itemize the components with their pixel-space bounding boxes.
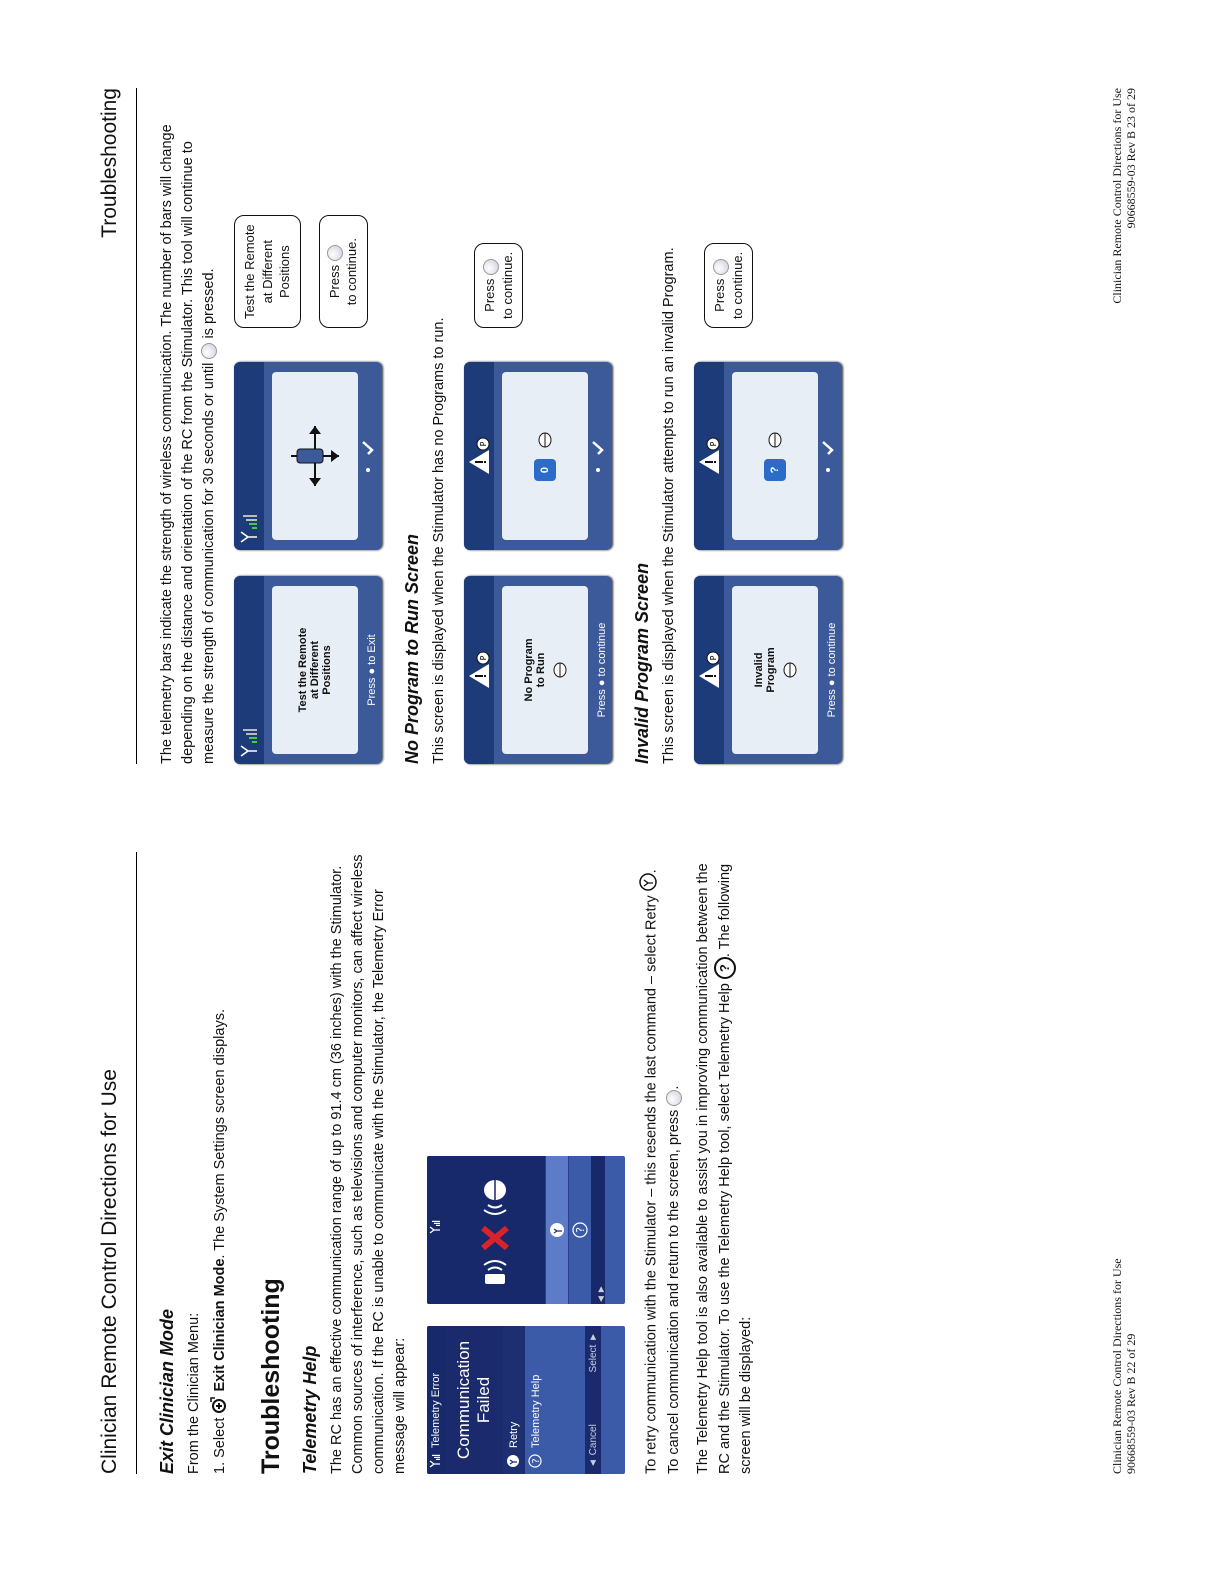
- right-footer: [1110, 88, 1139, 304]
- graphic-screen-foot: [361, 362, 378, 550]
- svg-text:P: P: [479, 655, 489, 661]
- telemetry-error-graphic-screen: [427, 1156, 625, 1304]
- retry-paragraph: To retry communication with the Stimulator – this resends the last command – select Retry . To cancel communication and return to the screen, press .: [639, 852, 685, 1474]
- invalid-body: [732, 586, 818, 754]
- test-screen-body: [272, 586, 358, 754]
- cancel-softkey[interactable]: ◄ Cancel: [587, 1424, 599, 1468]
- test-remote-graphic-screen: [234, 362, 382, 550]
- retry-text-b: To cancel communication and return to the screen, press: [666, 1109, 683, 1474]
- remote-icon: [287, 416, 343, 496]
- exit-step-1: [209, 852, 231, 1474]
- error-top-label: Telemetry Error: [430, 1372, 443, 1448]
- invalid-graphic-foot: [821, 362, 838, 550]
- retry-icon: [639, 873, 664, 891]
- left-footer-line2: 90668559-03 Rev B 22 of 29: [1124, 1333, 1139, 1474]
- left-footer: [1110, 1258, 1139, 1474]
- exit-clinician-title: Exit Clinician Mode: [157, 1308, 177, 1474]
- test-screen-top: [234, 576, 264, 764]
- troubleshooting-title: Troubleshooting: [257, 1278, 286, 1474]
- telemetry-help-title: Telemetry Help: [300, 1345, 321, 1474]
- callout-test-line1: Test the Remote: [242, 224, 258, 319]
- no-program-graphic-screen: [464, 362, 612, 550]
- no-program-screen: [464, 576, 612, 764]
- graphic-help-row[interactable]: [568, 1156, 591, 1304]
- error-x-icon: [483, 1228, 507, 1248]
- select-softkey[interactable]: Select ►: [587, 1332, 599, 1373]
- bars-text-a: The telemetry bars indicate the strength of wireless communication. The number of bars will change depending on the distance and orientation of the RC from the Stimulator. This tool will continue to measure the strength of communication for 30 seconds or until: [159, 124, 218, 764]
- graphic-topbar: [427, 1156, 445, 1304]
- graphic-screen-body: [272, 372, 358, 540]
- test-screen-footer: Press ● to Exit: [366, 634, 379, 706]
- help-text-b: . The following screen will be displayed:: [716, 863, 755, 1474]
- program-icon: 0: [534, 459, 556, 481]
- telemetry-help-label: Telemetry Help: [530, 1374, 543, 1448]
- menu-item-retry[interactable]: [503, 1326, 525, 1474]
- retry-text-a: To retry communication with the Stimulator – this resends the last command – select Retry: [643, 895, 660, 1474]
- no-program-title: No Program to Run Screen: [402, 533, 423, 764]
- graphic-screen-top: [234, 362, 264, 550]
- invalid-callouts: [704, 243, 753, 328]
- step-bold: Exit Clinician Mode: [211, 1258, 228, 1392]
- press-button-icon: [713, 259, 729, 275]
- step-prefix: 1. Select: [211, 1417, 228, 1474]
- telemetry-antenna-icon: [429, 1454, 444, 1468]
- svg-text:P: P: [709, 441, 719, 447]
- callout-press-continue: [319, 215, 368, 328]
- retry-icon: [506, 1454, 523, 1468]
- invalid-line1: Invalid: [753, 652, 766, 688]
- retry-icon: [549, 1222, 565, 1238]
- error-head: [445, 1326, 503, 1474]
- invalid-top: [694, 576, 724, 764]
- press-button-icon: [327, 245, 343, 261]
- press-button-icon: [201, 343, 217, 359]
- program-icon: ?: [764, 459, 786, 481]
- help-question-icon: ?: [714, 957, 736, 979]
- help-paragraph: [693, 852, 757, 1474]
- check-icon: [361, 436, 375, 476]
- no-program-graphic-top: [464, 362, 494, 550]
- step-suffix: . The System Settings screen displays.: [211, 1009, 228, 1259]
- press-button-icon: [666, 1090, 682, 1106]
- clinician-mode-icon: [209, 1396, 231, 1414]
- invalid-line2: Program: [765, 647, 778, 693]
- test-remote-screen: [234, 576, 382, 764]
- help-question-icon: [528, 1454, 545, 1468]
- callout-press-line1: Press: [326, 264, 342, 299]
- graphic-center: [445, 1156, 545, 1304]
- telemetry-error-screen: [427, 1326, 625, 1474]
- callout-test-line3: Positions: [277, 245, 293, 299]
- press-button-icon: [483, 259, 499, 275]
- invalid-graphic-screen: [694, 362, 842, 550]
- invalid-footer: Press ● to continue: [826, 622, 839, 718]
- svg-text:?: ?: [530, 1458, 542, 1464]
- telemetry-help-screens: [234, 88, 382, 764]
- test-line1: Test the Remote: [297, 627, 310, 713]
- callout-test-line2: at Different: [259, 240, 275, 304]
- help-question-icon: [572, 1222, 588, 1238]
- callout-press-line1: Press: [712, 278, 728, 312]
- telemetry-paragraph: The RC has an effective communication range of up to 91.4 cm (36 inches) with the Stimulator. Common sources of interference, such as televisions and computer monitors, can affect wireless communication. If the RC is unable to communicate with the Stimulator, the Telemetry Error message will appear:: [329, 854, 409, 1474]
- warning-icon: [467, 436, 491, 476]
- left-page-header: Clinician Remote Control Directions for Use: [98, 852, 137, 1474]
- telemetry-bars-paragraph: [157, 88, 220, 764]
- invalid-program-screen: [694, 576, 842, 764]
- error-head-line1: Communication: [453, 1340, 473, 1460]
- no-program-graphic-foot: [591, 362, 608, 550]
- callout-press-continue: [704, 243, 753, 328]
- check-icon: [821, 436, 835, 476]
- no-program-footer: Press ● to continue: [596, 622, 609, 718]
- right-page-header: Troubleshooting: [98, 88, 137, 764]
- no-program-graphic-body: [502, 372, 588, 540]
- invalid-program-screens: [694, 88, 842, 764]
- right-footer-line1: Clinician Remote Control Directions for Use: [1110, 88, 1124, 304]
- telemetry-antenna-icon: [429, 1220, 444, 1234]
- no-program-screens: [464, 88, 612, 764]
- stimulator-icon: [783, 661, 797, 679]
- warning-icon: [467, 650, 491, 690]
- graphic-retry-row[interactable]: [545, 1156, 568, 1304]
- invalid-program-desc: This screen is displayed when the Stimulator attempts to run an invalid Program.: [661, 247, 678, 764]
- stimulator-icon: [538, 431, 552, 449]
- graphic-footer: ◄►: [591, 1156, 605, 1304]
- bars-text-b: is pressed.: [201, 268, 218, 339]
- svg-text:P: P: [709, 655, 719, 661]
- callout-press-line2: to continue.: [729, 251, 745, 319]
- invalid-graphic-body: [732, 372, 818, 540]
- no-program-callouts: [474, 243, 523, 328]
- telemetry-antenna-icon: [239, 514, 259, 544]
- test-line2: at Different: [309, 640, 322, 700]
- left-page: [0, 792, 1224, 1584]
- error-topbar: [427, 1326, 445, 1474]
- stimulator-icon: [484, 1180, 506, 1200]
- callout-press-continue: [474, 243, 523, 328]
- warning-icon: [697, 650, 721, 690]
- check-icon: [591, 436, 605, 476]
- no-program-line2: to Run: [535, 652, 548, 688]
- invalid-program-title: Invalid Program Screen: [632, 562, 653, 764]
- error-screens: [427, 852, 625, 1474]
- callout-test-remote: [234, 215, 301, 328]
- no-program-body: [502, 586, 588, 754]
- no-program-top: [464, 576, 494, 764]
- right-footer-line2: 90668559-03 Rev B 23 of 29: [1124, 88, 1139, 229]
- exit-intro: From the Clinician Menu:: [186, 1312, 202, 1474]
- menu-item-telemetry-help[interactable]: [525, 1326, 547, 1474]
- callout-press-line2: to continue.: [344, 238, 360, 306]
- no-program-desc: This screen is displayed when the Stimulator has no Programs to run.: [431, 317, 448, 764]
- no-program-line1: No Program: [523, 638, 536, 702]
- left-footer-line1: Clinician Remote Control Directions for Use: [1110, 1258, 1124, 1474]
- invalid-graphic-top: [694, 362, 724, 550]
- stimulator-icon: [553, 661, 567, 679]
- test-callouts: [234, 215, 368, 328]
- warning-icon: [697, 436, 721, 476]
- error-head-line2: Failed: [474, 1376, 494, 1424]
- stimulator-icon: [768, 431, 782, 449]
- callout-press-line2: to continue.: [499, 251, 515, 319]
- telemetry-antenna-icon: [239, 728, 259, 758]
- callout-press-line1: Press: [482, 278, 498, 312]
- svg-text:?: ?: [574, 1227, 588, 1233]
- test-line3: Positions: [321, 645, 334, 695]
- retry-label: Retry: [508, 1421, 521, 1448]
- svg-text:P: P: [479, 441, 489, 447]
- help-text-a: The Telemetry Help tool is also available to assist you in improving communication between the RC and the Stimulator. To use the Telemetry Help tool, select Telemetry Help: [695, 863, 733, 1474]
- error-footer: [585, 1326, 601, 1474]
- remote-icon: [485, 1274, 505, 1284]
